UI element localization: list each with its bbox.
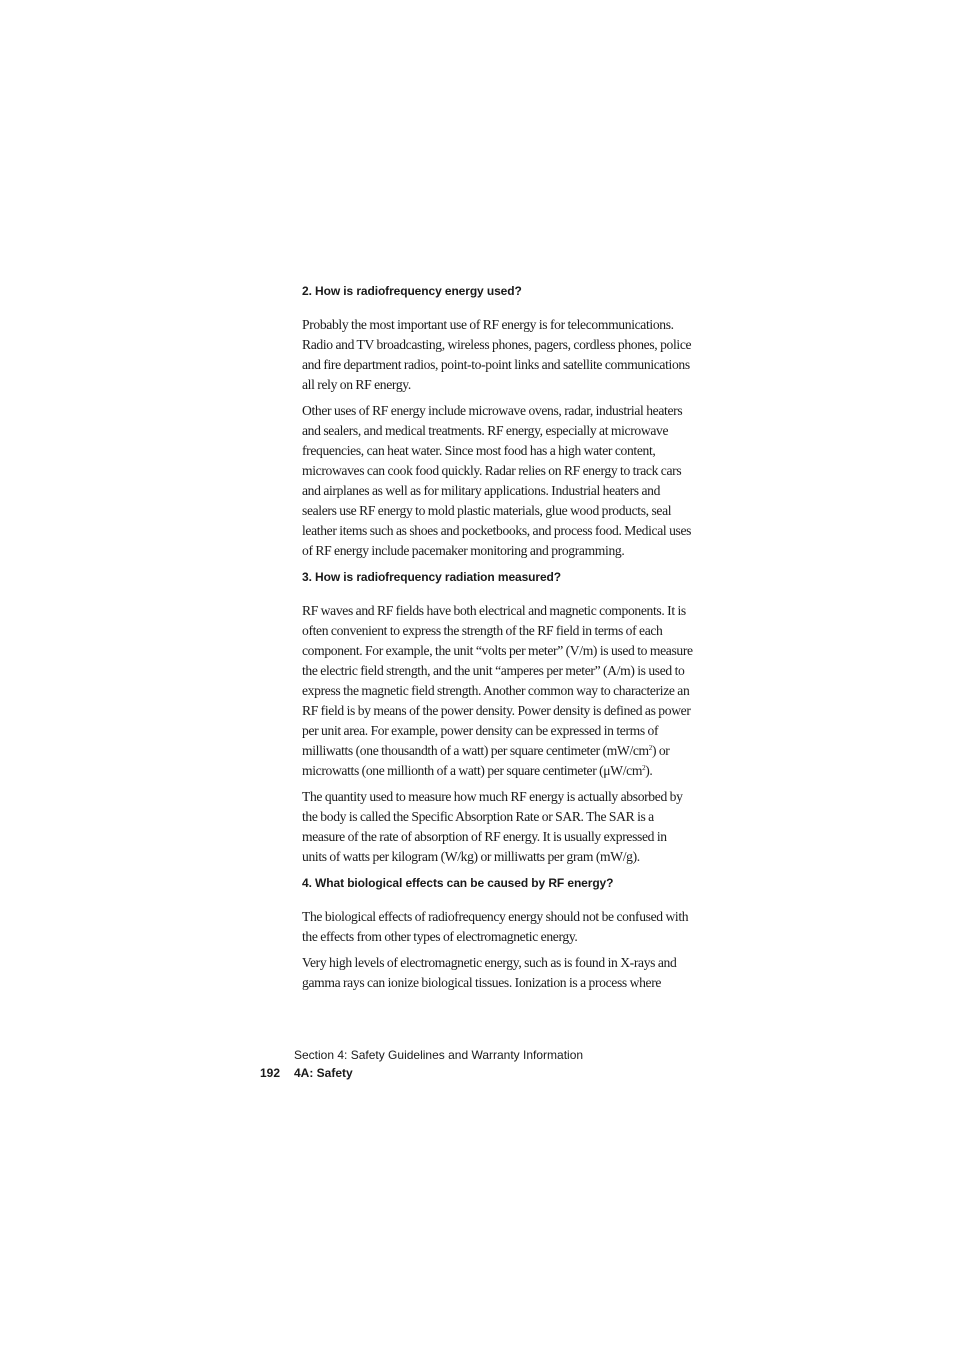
paragraph-ionizing-energy: Very high levels of electromagnetic energy, such as is found in X-rays and gamma rays can ionize biological tissues. Ionization is a process where	[302, 955, 677, 990]
page-content	[302, 283, 694, 999]
section-heading-rf-measured: 3. How is radiofrequency radiation measured?	[302, 570, 562, 584]
superscript: 2	[642, 764, 646, 772]
footer-section-title: Section 4: Safety Guidelines and Warranty Information	[294, 1048, 584, 1062]
paragraph-sar: The quantity used to measure how much RF energy is actually absorbed by the body is called the Specific Absorption Rate or SAR. The SAR is a measure of the rate of absorption of RF energy. It is usually expressed in units of watts per kilogram (W/kg) or milliwatts per gram (mW/g).	[302, 789, 683, 864]
text-run: RF waves and RF fields have both electrical and magnetic components. It is often convenient to express the strength of the RF field in terms of each component. For example, the unit “volts per meter” (V/m) is used to measure the electric field strength, and the unit “amperes per meter” (A/m) is used to express the magnetic field strength. Another common way to characterize an RF field is by means of the power density. Power density is defined as power per unit area. For example, power density can be expressed in terms of milliwatts (one thousandth of a watt) per square centimeter (mW/cm	[302, 603, 693, 758]
paragraph-rf-field-units	[302, 601, 694, 781]
paragraph-rf-telecom: Probably the most important use of RF energy is for telecommunications. Radio and TV broadcasting, wireless phones, pagers, cordless phones, police and fire department radios, point-to-point links and satellite communications all rely on RF energy.	[302, 317, 692, 392]
text-run: ).	[645, 763, 653, 778]
footer-page-number: 192	[260, 1066, 281, 1080]
section-heading-rf-uses: 2. How is radiofrequency energy used?	[302, 284, 522, 298]
paragraph-rf-other-uses: Other uses of RF energy include microwave ovens, radar, industrial heaters and sealers, and medical treatments. RF energy, especially at microwave frequencies, can heat water. Since most food has a high water content, microwaves can cook food quickly. Radar relies on RF energy to track cars and airplanes as well as for military applications. Industrial heaters and sealers use RF energy to mold plastic materials, glue wood products, seal leather items such as shoes and pocketbooks, and process food. Medical uses of RF energy include pacemaker monitoring and programming.	[302, 403, 692, 558]
superscript: 2	[648, 744, 652, 752]
section-heading-biological-effects: 4. What biological effects can be caused by RF energy?	[302, 876, 614, 890]
text-run: ) or microwatts (one millionth of a watt) per square centimeter (μW/cm	[302, 743, 670, 778]
footer-chapter-title: 4A: Safety	[294, 1066, 353, 1080]
paragraph-bio-effects-intro: The biological effects of radiofrequency energy should not be confused with the effects from other types of electromagnetic energy.	[302, 909, 689, 944]
